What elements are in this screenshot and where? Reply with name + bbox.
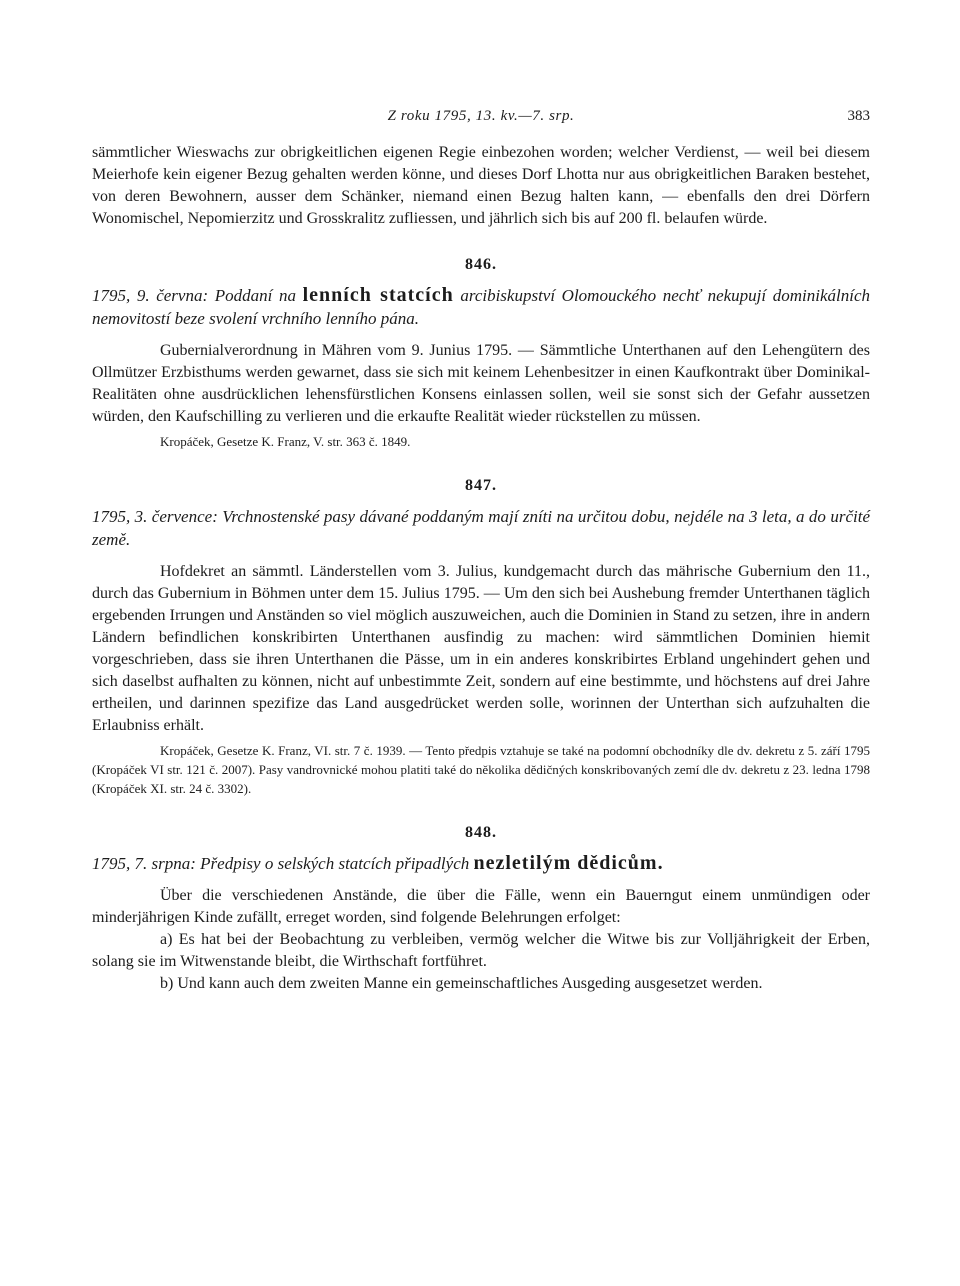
list-item-a: a) Es hat bei der Beobachtung zu verbleiben, vermög welcher die Witwe bis zur Volljährigkeit der Erben, solang sie im Witwenstande bleibt, die Wirthschaft fortführet. — [92, 931, 870, 970]
section-heading-847 — [92, 505, 870, 551]
running-title: Z roku 1795, 13. kv.—7. srp. — [387, 108, 575, 124]
source-note-846: Kropáček, Gesetze K. Franz, V. str. 363 č. 1849. — [160, 434, 411, 449]
heading-text: 1795, 9. června: Poddaní na — [92, 286, 303, 305]
section-heading-846 — [92, 284, 870, 330]
section-number-847: 847. — [465, 477, 497, 494]
heading-emphasis: lenních statcích — [302, 284, 454, 306]
section-number-848: 848. — [465, 824, 497, 841]
list-item-b: b) Und kann auch dem zweiten Manne ein gemeinschaftliches Ausgeding ausgesetzet werden. — [160, 975, 763, 992]
heading-text: 1795, 3. července: Vrchnostenské pasy dávané poddaným mají zníti na určitou dobu, nejdéle na 3 leta, a do určité země. — [92, 507, 870, 549]
document-page — [92, 108, 870, 995]
section-heading-848 — [92, 852, 870, 875]
page-number: 383 — [847, 108, 870, 124]
continuation-paragraph: sämmtlicher Wieswachs zur obrigkeitlichen eigenen Regie einbezohen worden; welcher Verdienst, — weil bei diesem Meierhofe kein eigener Bezug gehalten werden könne, und dieses Dorf Lhotta nur aus obrigkeitlichen Baraken bestehet, von deren Bewohnern, ausser dem Schänker, niemand einen Bezug halten kann, — ebenfalls den drei Dörfern Wonomischel, Nepomierzitz und Grosskralitz zufliessen, und jährlich sich bis auf 200 fl. belaufen würde. — [92, 144, 870, 227]
heading-emphasis: nezletilým dědicům. — [473, 852, 664, 874]
heading-text: arcibiskupství Olomouckého nechť nekupují dominikálních nemovitostí beze svolení vrchního lenního pána. — [92, 286, 870, 328]
section-number-846: 846. — [465, 256, 497, 273]
running-head — [92, 108, 870, 132]
heading-text: 1795, 7. srpna: Předpisy o selských statcích připadlých — [92, 854, 474, 873]
source-note-847: Kropáček, Gesetze K. Franz, VI. str. 7 č. 1939. — Tento předpis vztahuje se také na podomní obchodníky dle dv. dekretu z 5. září 1795 (Kropáček VI str. 121 č. 2007). Pasy vandrovnické mohou platiti také do několika dědičných konskribovaných zemí dle dv. dekretu z 23. ledna 1798 (Kropáček XI. str. 24 č. 3302). — [92, 743, 870, 796]
section-body-846: Gubernialverordnung in Mähren vom 9. Junius 1795. — Sämmtliche Unterthanen auf den Lehengütern des Ollmützer Erzbisthums werden gewarnet, dass sie sich mit keinem Lehenbesitzer in einen Kaufkontrakt über Dominikal-Realitäten ohne ausdrücklichen lehensfürstlichen Konsens einlassen sollen, weil sie sonst sich der Gefahr aussetzen würden, den Kaufschilling zu verlieren und die erkaufte Realität wieder rückstellen zu müssen. — [92, 342, 870, 425]
section-body-847: Hofdekret an sämmtl. Länderstellen vom 3. Julius, kundgemacht durch das mährische Gubernium den 11., durch das Gubernium in Böhmen unter dem 15. Julius 1795. — Um den sich bei Aushebung fremder Unterthanen täglich ergebenden Irrungen und Anständen so viel möglich auszuweichen, auch die Dominien in Stand zu setzen, ihre in andern Ländern befindlichen konskribirten Unterthanen ausfindig zu machen: wird sämmtlichen Dominien hiemit vorgeschrieben, dass sie ihren Unterthanen die Pässe, um in ein anderes konskribirtes Erbland ungehindert gehen und sich daselbst aufhalten zu können, nicht auf unbestimmte Zeit, sondern auf eine bestimmte, und höchstens auf drei Jahre ertheilen, und darinnen spezifize das Land ausgedrücket werden solle, worinnen der Unterthan sich aufzuhalten die Erlaubniss erhält. — [92, 563, 870, 734]
section-body-848: Über die verschiedenen Anstände, die über die Fälle, wenn ein Bauerngut einem unmündigen oder minderjährigen Kinde zufällt, erreget worden, sind folgende Belehrungen erfolget: — [92, 887, 870, 926]
